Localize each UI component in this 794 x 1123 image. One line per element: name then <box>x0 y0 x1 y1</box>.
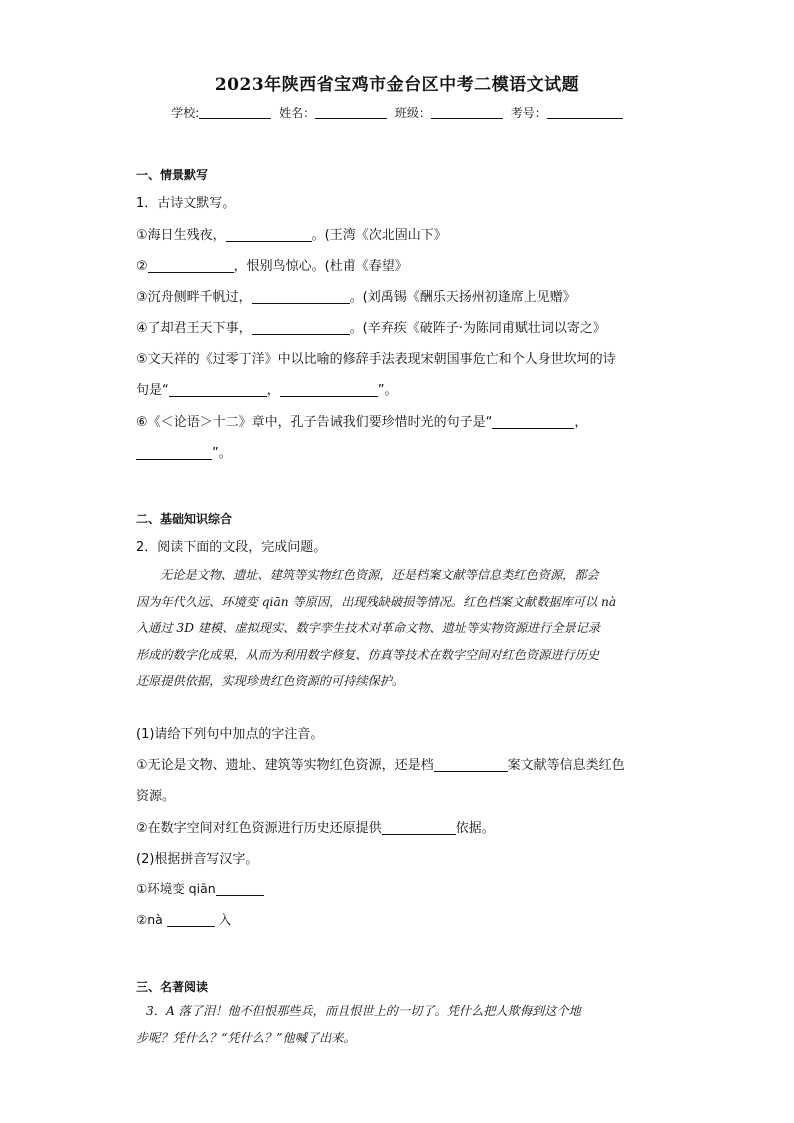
answer-blank[interactable] <box>226 228 312 242</box>
answer-blank[interactable] <box>434 758 508 772</box>
answer-blank[interactable] <box>252 321 350 335</box>
sub1-item-2: ②在数字空间对红色资源进行历史还原提供 依据。 <box>136 821 495 836</box>
passage-line: 形成的数字化成果，从而为利用数字修复、仿真等技术在数字空间对红色资源进行历史 <box>136 647 600 662</box>
answer-blank[interactable] <box>169 383 267 397</box>
sub2-item-1: ①环境变 qiān <box>136 879 264 897</box>
q1-item-1: ①海日生残夜， 。(王湾《次北固山下》 <box>136 228 447 243</box>
question-3-text <box>136 998 664 1051</box>
name-label: 姓名： <box>279 106 316 120</box>
school-label: 学校: <box>171 106 200 120</box>
exam-number-label: 考号： <box>510 106 547 120</box>
class-blank[interactable] <box>431 106 503 119</box>
reading-passage <box>136 562 664 695</box>
answer-blank[interactable] <box>382 821 456 835</box>
answer-blank[interactable] <box>167 913 215 927</box>
answer-blank[interactable] <box>136 446 212 460</box>
section-heading-1: 一、情景默写 <box>136 168 209 182</box>
passage-line: 3．A 落了泪！他不但恨那些兵，而且恨世上的一切了。凭什么把人欺侮到这个地 <box>146 1004 581 1018</box>
passage-line: 步呢？凭什么？“凭什么？”他喊了出来。 <box>136 1030 356 1045</box>
sub1-item-1-cont: 资源。 <box>136 789 176 804</box>
student-info-line <box>0 104 794 121</box>
sub-question-2: (2)根据拼音写汉字。 <box>136 852 259 867</box>
passage-line: 因为年代久远、环境变 qiān 等原因，出现残缺破损等情况。红色档案文献数据库可以 nà <box>136 594 617 609</box>
answer-blank[interactable] <box>492 415 574 429</box>
page-title: 2023年陕西省宝鸡市金台区中考二模语文试题 <box>214 75 580 95</box>
q1-item-4: ④了却君王天下事， 。(辛弃疾《破阵子·为陈同甫赋壮词以寄之》 <box>136 321 606 336</box>
q1-item-6-line-2: ”。 <box>136 442 666 461</box>
name-blank[interactable] <box>315 106 387 119</box>
sub2-item-2: ②nà 入 <box>136 912 232 927</box>
sub1-item-1: ①无论是文物、遗址、建筑等实物红色资源，还是档 案文献等信息类红色 <box>136 758 625 773</box>
section-heading-2: 二、基础知识综合 <box>136 512 233 526</box>
q1-item-5-line-2: 句是“ ， ”。 <box>136 383 398 398</box>
class-label: 班级： <box>394 106 431 120</box>
q1-item-2: ② ，恨别鸟惊心。(杜甫《春望》 <box>136 259 408 274</box>
question-1-stem: 1．古诗文默写。 <box>136 196 236 211</box>
exam-number-blank[interactable] <box>547 106 623 119</box>
answer-blank[interactable] <box>216 882 264 896</box>
q1-item-6-line-1: ⑥《＜论语＞十二》章中，孔子告诫我们要珍惜时光的句子是“ ， <box>136 415 588 430</box>
passage-line: 无论是文物、遗址、建筑等实物红色资源，还是档案文献等信息类红色资源，都会 <box>160 568 599 582</box>
school-blank[interactable] <box>199 106 271 119</box>
sub-question-1: (1)请给下列句中加点的字注音。 <box>136 727 324 742</box>
section-heading-3: 三、名著阅读 <box>136 980 209 994</box>
answer-blank[interactable] <box>280 383 378 397</box>
passage-line: 入通过 3D 建模、虚拟现实、数字孪生技术对革命文物、遗址等实物资源进行全景记录 <box>136 621 601 636</box>
q1-item-5-line-1: ⑤文天祥的《过零丁洋》中以比喻的修辞手法表现宋朝国事危亡和个人身世坎坷的诗 <box>136 352 616 367</box>
question-2-stem: 2．阅读下面的文段，完成问题。 <box>136 540 327 555</box>
q1-item-3: ③沉舟侧畔千帆过， 。(刘禹锡《酬乐天扬州初逢席上见赠》 <box>136 290 576 305</box>
answer-blank[interactable] <box>148 259 234 273</box>
answer-blank[interactable] <box>252 290 350 304</box>
passage-line: 还原提供依据，实现珍贵红色资源的可持续保护。 <box>136 674 405 689</box>
